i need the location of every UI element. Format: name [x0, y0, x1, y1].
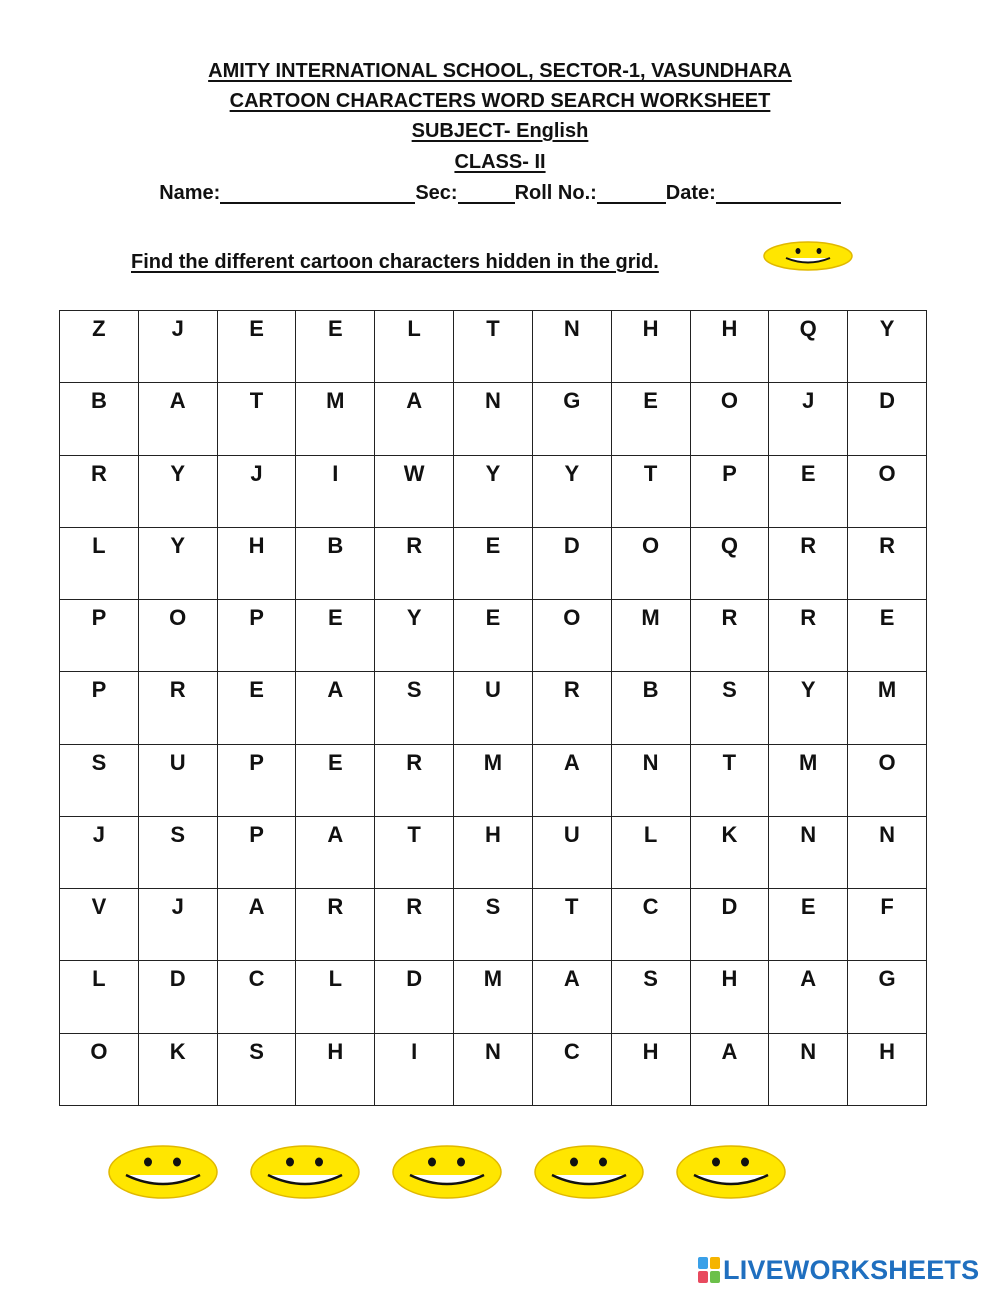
grid-row — [60, 672, 927, 744]
grid-cell[interactable]: Q — [690, 527, 769, 599]
grid-cell[interactable]: R — [690, 600, 769, 672]
date-label: Date: — [665, 182, 716, 204]
grid-cell[interactable]: R — [296, 889, 375, 961]
grid-cell[interactable]: A — [690, 1033, 769, 1105]
grid-cell[interactable]: N — [848, 816, 927, 888]
grid-cell[interactable]: A — [532, 744, 611, 816]
grid-cell[interactable]: K — [138, 1033, 217, 1105]
smiley-face-icon — [248, 1143, 362, 1201]
grid-cell[interactable]: Y — [375, 600, 454, 672]
grid-cell[interactable]: P — [60, 672, 139, 744]
grid-row — [60, 961, 927, 1033]
grid-cell[interactable]: Y — [848, 311, 927, 383]
grid-cell[interactable]: G — [848, 961, 927, 1033]
worksheet-title: CARTOON CHARACTERS WORD SEARCH WORKSHEET — [229, 90, 771, 112]
grid-cell[interactable]: E — [217, 672, 296, 744]
grid-cell[interactable]: H — [217, 527, 296, 599]
grid-cell[interactable]: H — [848, 1033, 927, 1105]
grid-cell[interactable]: O — [848, 744, 927, 816]
grid-cell[interactable]: Q — [769, 311, 848, 383]
liveworksheets-logo — [698, 1256, 979, 1284]
grid-cell[interactable]: O — [690, 383, 769, 455]
grid-cell[interactable]: C — [532, 1033, 611, 1105]
grid-cell[interactable]: D — [848, 383, 927, 455]
grid-row — [60, 527, 927, 599]
grid-cell[interactable]: B — [611, 672, 690, 744]
grid-cell[interactable]: Y — [532, 455, 611, 527]
grid-cell[interactable]: E — [296, 600, 375, 672]
grid-cell[interactable]: Y — [138, 527, 217, 599]
grid-row — [60, 311, 927, 383]
grid-cell[interactable]: H — [611, 1033, 690, 1105]
date-blank[interactable] — [716, 182, 841, 204]
grid-cell[interactable]: T — [454, 311, 533, 383]
grid-cell[interactable]: H — [454, 816, 533, 888]
grid-cell[interactable]: J — [60, 816, 139, 888]
smiley-face-icon — [674, 1143, 788, 1201]
grid-cell[interactable]: P — [60, 600, 139, 672]
grid-cell[interactable]: B — [60, 383, 139, 455]
grid-cell[interactable]: Y — [454, 455, 533, 527]
grid-cell[interactable]: E — [848, 600, 927, 672]
grid-cell[interactable]: A — [532, 961, 611, 1033]
grid-cell[interactable]: E — [217, 311, 296, 383]
grid-row — [60, 744, 927, 816]
grid-cell[interactable]: S — [217, 1033, 296, 1105]
grid-cell[interactable]: C — [217, 961, 296, 1033]
grid-cell[interactable]: D — [375, 961, 454, 1033]
grid-cell[interactable]: N — [611, 744, 690, 816]
grid-cell[interactable]: K — [690, 816, 769, 888]
grid-cell[interactable]: A — [138, 383, 217, 455]
student-details-line — [0, 181, 1000, 205]
grid-cell[interactable]: U — [138, 744, 217, 816]
smiley-face-icon — [532, 1143, 646, 1201]
grid-cell[interactable]: T — [217, 383, 296, 455]
grid-cell[interactable]: Y — [138, 455, 217, 527]
grid-cell[interactable]: U — [454, 672, 533, 744]
name-blank[interactable] — [220, 182, 415, 204]
grid-cell[interactable]: E — [296, 311, 375, 383]
grid-cell[interactable]: R — [375, 744, 454, 816]
grid-cell[interactable]: N — [454, 1033, 533, 1105]
grid-cell[interactable]: M — [454, 961, 533, 1033]
grid-cell[interactable]: E — [454, 600, 533, 672]
grid-row — [60, 816, 927, 888]
grid-cell[interactable]: N — [769, 816, 848, 888]
grid-row — [60, 1033, 927, 1105]
smiley-face-icon — [106, 1143, 220, 1201]
roll-no-label: Roll No.: — [514, 182, 597, 204]
grid-cell[interactable]: E — [769, 889, 848, 961]
grid-cell[interactable]: P — [217, 600, 296, 672]
grid-cell[interactable]: O — [60, 1033, 139, 1105]
grid-cell[interactable]: A — [375, 383, 454, 455]
roll-no-blank[interactable] — [597, 182, 666, 204]
grid-cell[interactable]: H — [690, 961, 769, 1033]
sec-blank[interactable] — [458, 182, 515, 204]
grid-row — [60, 600, 927, 672]
liveworksheets-logo-icon — [698, 1257, 720, 1283]
grid-cell[interactable]: S — [690, 672, 769, 744]
grid-cell[interactable]: L — [375, 311, 454, 383]
grid-cell[interactable]: M — [296, 383, 375, 455]
grid-cell[interactable]: N — [454, 383, 533, 455]
grid-cell[interactable]: C — [611, 889, 690, 961]
grid-cell[interactable]: S — [375, 672, 454, 744]
grid-cell[interactable]: O — [611, 527, 690, 599]
grid-cell[interactable]: M — [454, 744, 533, 816]
grid-cell[interactable]: J — [769, 383, 848, 455]
grid-cell[interactable]: H — [296, 1033, 375, 1105]
grid-cell[interactable]: F — [848, 889, 927, 961]
grid-cell[interactable]: R — [848, 527, 927, 599]
word-search-grid — [59, 310, 927, 1106]
grid-cell[interactable]: D — [532, 527, 611, 599]
grid-cell[interactable]: I — [296, 455, 375, 527]
grid-cell[interactable]: G — [532, 383, 611, 455]
grid-cell[interactable]: Y — [769, 672, 848, 744]
grid-cell[interactable]: R — [769, 527, 848, 599]
grid-cell[interactable]: T — [532, 889, 611, 961]
grid-cell[interactable]: A — [769, 961, 848, 1033]
grid-cell[interactable]: H — [611, 311, 690, 383]
grid-cell[interactable]: D — [138, 961, 217, 1033]
instruction-text: Find the different cartoon characters hidden in the grid. — [131, 251, 659, 273]
grid-cell[interactable]: R — [60, 455, 139, 527]
grid-cell[interactable]: R — [769, 600, 848, 672]
grid-cell[interactable]: M — [848, 672, 927, 744]
grid-cell[interactable]: A — [296, 672, 375, 744]
grid-cell[interactable]: R — [532, 672, 611, 744]
grid-cell[interactable]: O — [848, 455, 927, 527]
sec-label: Sec: — [415, 182, 458, 204]
grid-cell[interactable]: P — [217, 744, 296, 816]
grid-cell[interactable]: L — [296, 961, 375, 1033]
grid-cell[interactable]: U — [532, 816, 611, 888]
grid-cell[interactable]: M — [769, 744, 848, 816]
grid-cell[interactable]: S — [138, 816, 217, 888]
grid-cell[interactable]: E — [611, 383, 690, 455]
grid-cell[interactable]: V — [60, 889, 139, 961]
grid-cell[interactable]: J — [138, 311, 217, 383]
grid-cell[interactable]: R — [138, 672, 217, 744]
grid-cell[interactable]: P — [690, 455, 769, 527]
grid-cell[interactable]: S — [454, 889, 533, 961]
grid-cell[interactable]: L — [60, 527, 139, 599]
grid-cell[interactable]: R — [375, 527, 454, 599]
school-name: AMITY INTERNATIONAL SCHOOL, SECTOR-1, VASUNDHARA — [208, 60, 792, 82]
name-label: Name: — [159, 182, 221, 204]
grid-cell[interactable]: B — [296, 527, 375, 599]
grid-cell[interactable]: E — [454, 527, 533, 599]
grid-row — [60, 889, 927, 961]
grid-cell[interactable]: W — [375, 455, 454, 527]
logo-text: LIVEWORKSHEETS — [723, 1255, 980, 1285]
grid-cell[interactable]: E — [296, 744, 375, 816]
grid-cell[interactable]: I — [375, 1033, 454, 1105]
grid-cell[interactable]: J — [217, 455, 296, 527]
grid-cell[interactable]: T — [690, 744, 769, 816]
grid-cell[interactable]: T — [611, 455, 690, 527]
grid-cell[interactable]: S — [611, 961, 690, 1033]
grid-cell[interactable]: M — [611, 600, 690, 672]
grid-row — [60, 383, 927, 455]
grid-cell[interactable]: T — [375, 816, 454, 888]
subject-line: SUBJECT- English — [411, 120, 589, 142]
grid-cell[interactable]: P — [217, 816, 296, 888]
grid-cell[interactable]: O — [532, 600, 611, 672]
grid-cell[interactable]: J — [138, 889, 217, 961]
grid-cell[interactable]: L — [611, 816, 690, 888]
grid-cell[interactable]: Z — [60, 311, 139, 383]
grid-cell[interactable]: O — [138, 600, 217, 672]
grid-cell[interactable]: N — [532, 311, 611, 383]
grid-cell[interactable]: L — [60, 961, 139, 1033]
grid-cell[interactable]: N — [769, 1033, 848, 1105]
grid-row — [60, 455, 927, 527]
grid-cell[interactable]: D — [690, 889, 769, 961]
grid-cell[interactable]: E — [769, 455, 848, 527]
class-line: CLASS- II — [454, 151, 546, 173]
grid-cell[interactable]: H — [690, 311, 769, 383]
grid-cell[interactable]: A — [296, 816, 375, 888]
smiley-face-icon — [762, 240, 854, 272]
grid-cell[interactable]: S — [60, 744, 139, 816]
smiley-face-icon — [390, 1143, 504, 1201]
grid-cell[interactable]: R — [375, 889, 454, 961]
grid-cell[interactable]: A — [217, 889, 296, 961]
